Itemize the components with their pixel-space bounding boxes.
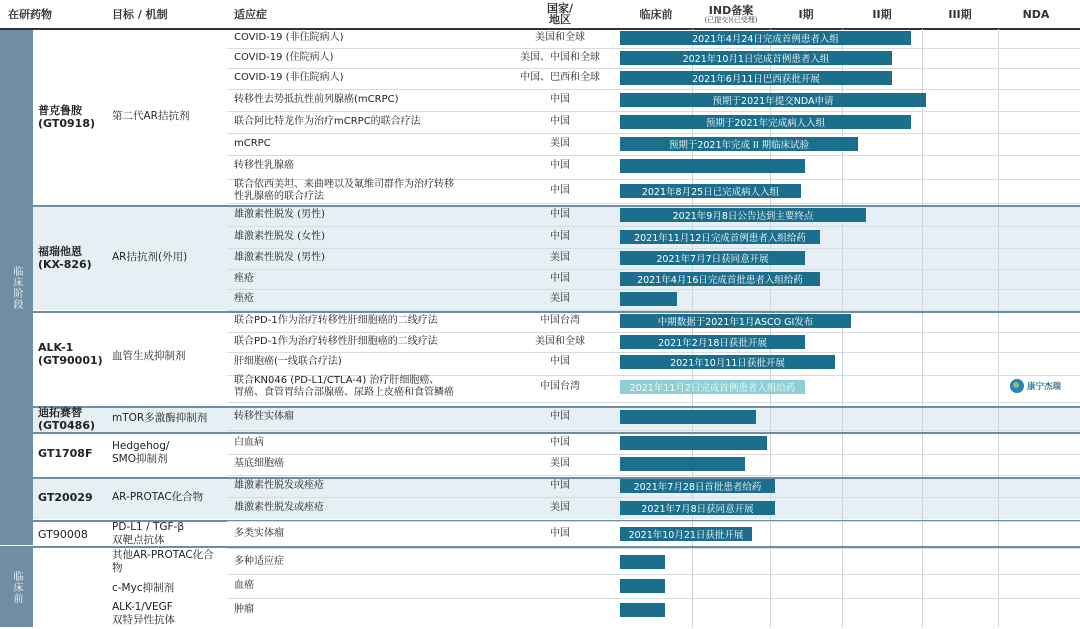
region-text: 美国	[550, 502, 570, 513]
region-text: 中国台湾	[540, 381, 580, 392]
progress-bar: 2021年7月28日首批患者给药	[620, 479, 775, 493]
row-separator	[227, 310, 1080, 311]
indication-text: 转移性实体瘤	[234, 411, 294, 422]
progress-bar	[620, 292, 677, 306]
region-text: 中国	[550, 209, 570, 220]
indication-text: 痤疮	[234, 273, 254, 284]
region-text: 中国	[550, 273, 570, 284]
group-separator	[33, 406, 1080, 408]
indication-text: 雄激素性脱发 (男性)	[234, 252, 325, 263]
progress-bar	[620, 603, 665, 617]
row-separator	[227, 48, 1080, 49]
row-separator	[227, 402, 1080, 403]
indication-text: 痤疮	[234, 293, 254, 304]
indication-text: COVID-19 (住院病人)	[234, 52, 334, 63]
row-separator	[227, 133, 1080, 134]
header-drug: 在研药物	[8, 7, 52, 21]
group-separator	[33, 205, 1080, 207]
region-text: 美国	[550, 293, 570, 304]
progress-bar: 2021年9月8日公告达到主要终点	[620, 208, 866, 222]
indication-text: 肝细胞癌(一线联合疗法)	[234, 356, 342, 367]
region-text: 中国	[550, 94, 570, 105]
drug-name: ALK-1 (GT90001)	[38, 341, 103, 367]
group-separator	[33, 477, 1080, 479]
region-text: 美国	[550, 252, 570, 263]
progress-bar: 2021年10月21日获批开展	[620, 527, 752, 541]
progress-bar: 2021年10月11日获批开展	[620, 355, 835, 369]
indication-text: 雄激素性脱发或痤疮	[234, 502, 324, 513]
indication-text: 转移性去势抵抗性前列腺癌(mCRPC)	[234, 94, 399, 105]
row-separator	[227, 352, 1080, 353]
progress-bar	[620, 410, 756, 424]
region-text: 中国台湾	[540, 315, 580, 326]
preclinical-target: c-Myc抑制剂	[112, 582, 175, 594]
header-phase3: III期	[948, 7, 972, 21]
progress-bar	[620, 555, 665, 569]
indication-text: mCRPC	[234, 138, 271, 149]
header-preclinical: 临床前	[639, 7, 673, 21]
indication-text: 雄激素性脱发或痤疮	[234, 480, 324, 491]
header-indication: 适应症	[234, 7, 267, 21]
row-separator	[227, 548, 1080, 549]
header-nda: NDA	[1022, 7, 1050, 21]
indication-text: 联合依西美坦、来曲唑以及氟维司群作为治疗转移 性乳腺癌的联合疗法	[234, 179, 454, 202]
row-separator	[227, 430, 1080, 431]
drug-name: GT90008	[38, 528, 88, 541]
progress-bar	[620, 579, 665, 593]
preclinical-target: ALK-1/VEGF 双特异性抗体	[112, 601, 175, 626]
indication-text: 雄激素性脱发 (女性)	[234, 231, 325, 242]
region-text: 中国	[550, 480, 570, 491]
drug-mechanism: 第二代AR拮抗剂	[112, 110, 190, 122]
progress-bar: 预期于2021年完成病人入组	[620, 115, 911, 129]
row-separator	[227, 111, 1080, 112]
indication-text: 雄激素性脱发 (男性)	[234, 209, 325, 220]
company-logo-icon	[1010, 379, 1024, 393]
row-separator	[227, 269, 1080, 270]
row-separator	[227, 332, 1080, 333]
company-logo	[1010, 379, 1061, 393]
indication-text: COVID-19 (非住院病人)	[234, 32, 344, 43]
indication-text: 联合阿比特龙作为治疗mCRPC的联合疗法	[234, 116, 421, 127]
progress-bar: 2021年2月18日获批开展	[620, 335, 805, 349]
group-separator	[33, 432, 1080, 434]
row-separator	[227, 155, 1080, 156]
header-region: 国家/ 地区	[546, 2, 574, 26]
progress-bar: 2021年4月16日完成首批患者入组给药	[620, 272, 820, 286]
header-ind-title: IND备案	[708, 3, 754, 17]
progress-bar	[620, 436, 767, 450]
phase-band-clinical: 临床阶段	[0, 30, 33, 545]
header-ind	[692, 0, 770, 28]
progress-bar: 2021年8月25日已完成病人入组	[620, 184, 801, 198]
drug-name: GT20029	[38, 491, 93, 504]
drug-name: 迪拓赛替 (GT0486)	[38, 406, 96, 432]
region-text: 中国、巴西和全球	[520, 72, 600, 83]
indication-text: 血癌	[234, 580, 254, 591]
drug-mechanism: PD-L1 / TGF-β 双靶点抗体	[112, 521, 185, 546]
indication-text: 肿瘤	[234, 604, 254, 615]
grid-line	[922, 29, 923, 627]
indication-text: 基底细胞癌	[234, 458, 284, 469]
phase-band-preclinical: 临床前	[0, 548, 33, 627]
drug-mechanism: AR拮抗剂(外用)	[112, 251, 188, 263]
drug-name: 普克鲁胺 (GT0918)	[38, 104, 96, 130]
indication-text: 联合KN046 (PD-L1/CTLA-4) 治疗肝细胞癌、 胃癌、食管胃结合部腺癌、尿路上皮癌和食管鳞癌	[234, 375, 454, 398]
region-text: 美国和全球	[535, 32, 585, 43]
row-separator	[227, 598, 1080, 599]
progress-bar: 2021年4月24日完成首例患者入组	[620, 31, 911, 45]
progress-bar: 预期于2021年完成 II 期临床试验	[620, 137, 858, 151]
indication-text: 多类实体瘤	[234, 528, 284, 539]
header-phase1: I期	[798, 7, 814, 21]
row-separator	[227, 521, 1080, 522]
row-separator	[227, 89, 1080, 90]
indication-text: 联合PD-1作为治疗转移性肝细胞癌的二线疗法	[234, 315, 438, 326]
row-separator	[227, 226, 1080, 227]
preclinical-target: 其他AR-PROTAC化合 物	[112, 549, 214, 574]
drug-name: GT1708F	[38, 447, 93, 460]
row-separator	[227, 248, 1080, 249]
grid-line	[998, 29, 999, 627]
region-text: 中国	[550, 116, 570, 127]
region-text: 中国	[550, 528, 570, 539]
row-separator	[227, 574, 1080, 575]
row-separator	[227, 68, 1080, 69]
indication-text: 转移性乳腺癌	[234, 160, 294, 171]
progress-bar	[620, 159, 805, 173]
drug-mechanism: mTOR多激酶抑制剂	[112, 412, 208, 424]
progress-bar: 中期数据于2021年1月ASCO GI发布	[620, 314, 851, 328]
drug-mechanism: Hedgehog/ SMO抑制剂	[112, 440, 170, 465]
region-text: 中国	[550, 356, 570, 367]
region-text: 美国、中国和全球	[520, 52, 600, 63]
header-divider	[0, 28, 1080, 30]
region-text: 中国	[550, 411, 570, 422]
region-text: 美国	[550, 458, 570, 469]
region-text: 中国	[550, 185, 570, 196]
progress-bar: 预期于2021年提交NDA申请	[620, 93, 926, 107]
company-logo-text: 康宁杰瑞	[1027, 382, 1062, 392]
row-separator	[227, 454, 1080, 455]
group-separator	[33, 311, 1080, 313]
region-text: 中国	[550, 437, 570, 448]
region-text: 美国和全球	[535, 336, 585, 347]
row-separator	[227, 497, 1080, 498]
progress-bar: 2021年7月7日获同意开展	[620, 251, 805, 265]
progress-bar: 2021年6月11日巴西获批开展	[620, 71, 892, 85]
indication-text: 联合PD-1作为治疗转移性肝细胞癌的二线疗法	[234, 336, 438, 347]
region-text: 中国	[550, 160, 570, 171]
indication-text: 白血病	[234, 437, 264, 448]
drug-mechanism: AR-PROTAC化合物	[112, 491, 204, 503]
row-separator	[227, 289, 1080, 290]
indication-text: 多种适应症	[234, 556, 284, 567]
drug-name: 福瑞他恩 (KX-826)	[38, 245, 92, 271]
progress-bar: 2021年11月12日完成首例患者入组给药	[620, 230, 820, 244]
header-phase2: II期	[872, 7, 892, 21]
drug-mechanism: 血管生成抑制剂	[112, 350, 186, 362]
progress-bar	[620, 457, 745, 471]
row-separator	[227, 203, 1080, 204]
region-text: 美国	[550, 138, 570, 149]
header-target: 目标 / 机制	[112, 7, 168, 21]
row-separator	[227, 475, 1080, 476]
progress-bar: 2021年7月8日获同意开展	[620, 501, 775, 515]
progress-bar: 2021年10月1日完成首例患者入组	[620, 51, 892, 65]
progress-bar: 2021年11月2日完成首例患者入组给药	[620, 380, 805, 394]
header-ind-sub: (已提交)(已受理)	[704, 15, 758, 24]
indication-text: COVID-19 (非住院病人)	[234, 72, 344, 83]
region-text: 中国	[550, 231, 570, 242]
